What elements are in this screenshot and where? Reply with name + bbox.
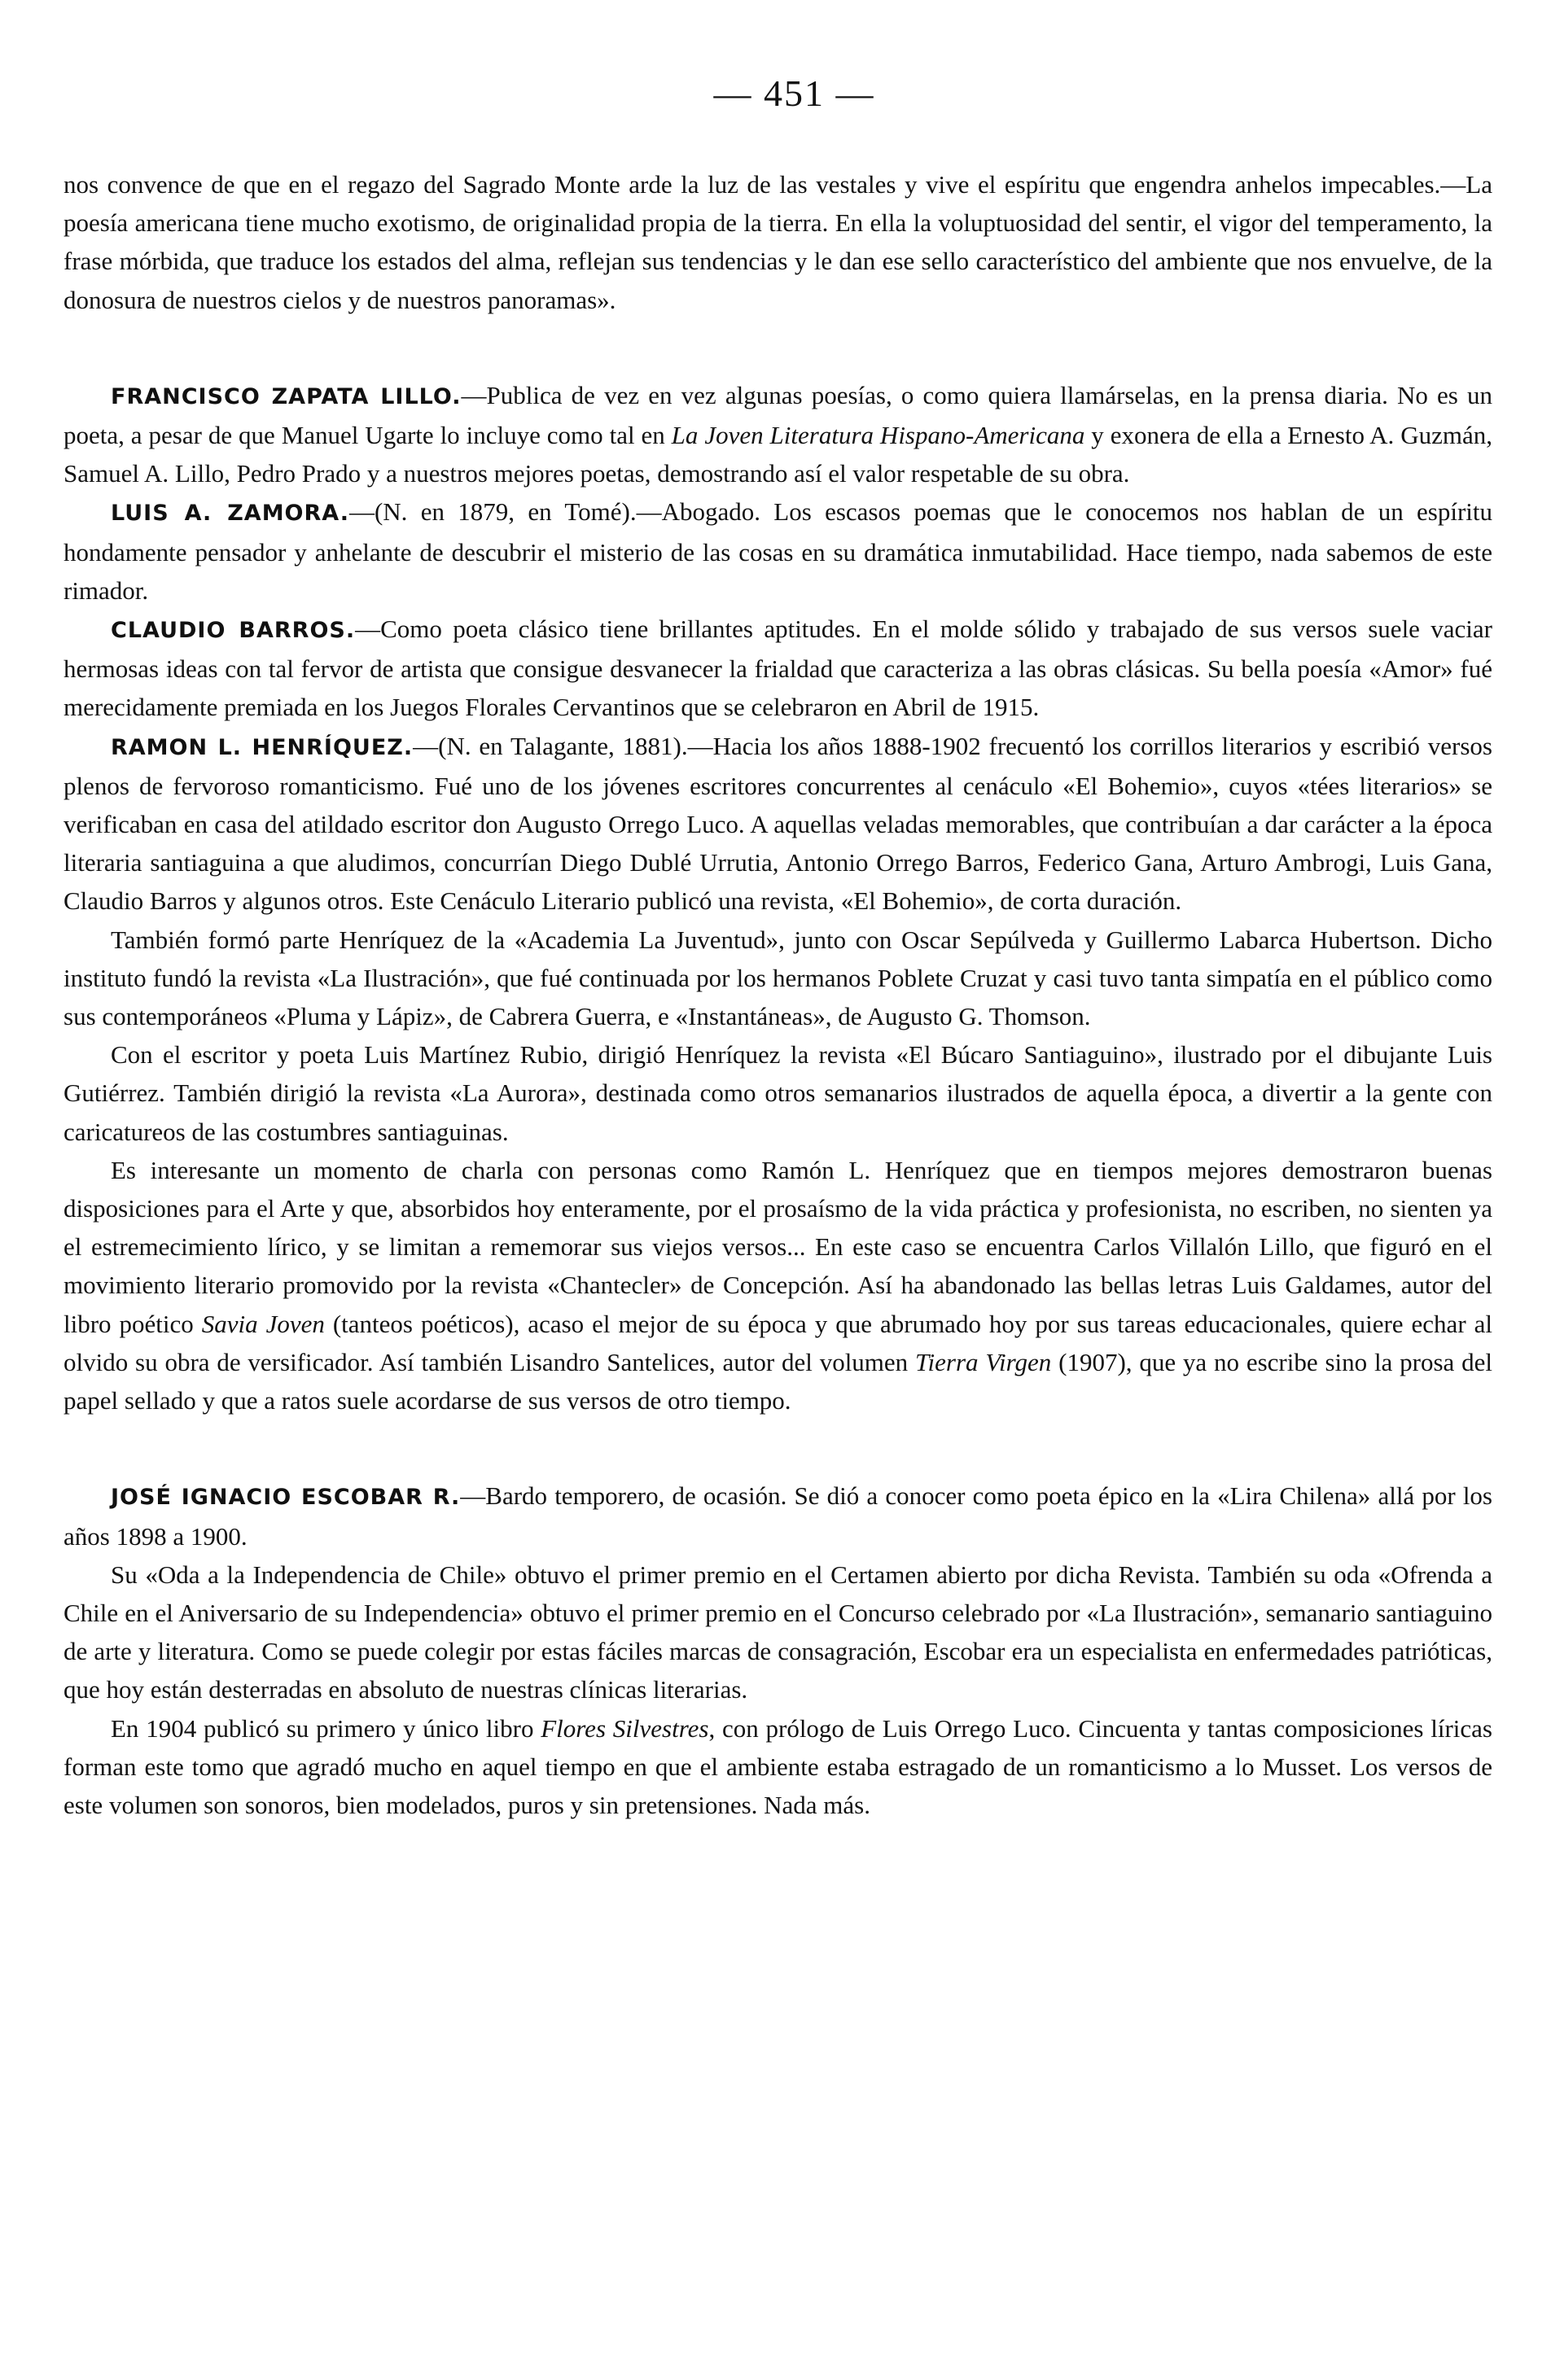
entry-text: (1907), que ya no escribe sino la prosa del papel sellado y que a ratos suele acordarse de sus versos de otro tiempo. — [64, 1347, 1492, 1415]
entry-zamora — [64, 492, 1492, 610]
entry-text: —(N. en 1879, en Tomé).—Abogado. Los escasos poemas que le conocemos nos hablan de un espíritu hondamente pensador y anhelante de descubrir el misterio de las cosas en su dramática inmutabilidad. Hace tiempo, nada sabemos de este rimador. — [64, 497, 1492, 605]
entry-escobar-paragraph-3 — [64, 1709, 1492, 1825]
entry-text: Es interesante un momento de charla con personas como Ramón L. Henríquez que en tiempos mejores demostraron buenas disposiciones para el Arte y que, absorbidos hoy enteramente, por el prosaísmo de la vida práctica y profesionista, no escriben, no sienten ya el estremecimiento lírico, y se limitan a rememorar sus viejos versos... En este caso se encuentra Carlos Villalón Lillo, que figuró en el movimiento literario promovido por la revista «Chantecler» de Concepción. Así ha abandonado las bellas letras Luis Galdames, autor del libro poético — [64, 1155, 1492, 1338]
book-title: La Joven Literatura Hispano-Americana — [671, 421, 1085, 450]
entry-text: —Como poeta clásico tiene brillantes aptitudes. En el molde sólido y trabajado de sus versos suele vaciar hermosas ideas con tal fervor de artista que consigue desvanecer la frialdad que caracteriza a las obras clásicas. Su bella poesía «Amor» fué merecidamente premiada en los Juegos Florales Cervantinos que se celebraron en Abril de 1915. — [64, 615, 1492, 722]
entry-text: —Bardo temporero, de ocasión. Se dió a conocer como poeta épico en la «Lira Chilena» allá por los años 1898 a 1900. — [64, 1481, 1492, 1551]
intro-paragraph: nos convence de que en el regazo del Sagrado Monte arde la luz de las vestales y vive el espíritu que engendra anhelos impecables.—La poesía americana tiene mucho exotismo, de originalidad propia de la tierra. En ella la voluptuosidad del sentir, el vigor del temperamento, la frase mórbida, que traduce los estados del alma, reflejan sus tendencias y le dan ese sello característico del ambiente que nos envuelve, de la donosura de nuestros cielos y de nuestros panoramas». — [64, 170, 1492, 314]
entry-henriquez-paragraph-2: También formó parte Henríquez de la «Academia La Juventud», junto con Oscar Sepúlveda y Guillermo Labarca Hubertson. Dicho instituto fundó la revista «La Ilustración», que fué continuada por los hermanos Poblete Cruzat y casi tuvo tanta simpatía en el público como sus contemporáneos «Pluma y Lápiz», de Cabrera Guerra, e «Instantáneas», de Augusto G. Thomson. — [64, 925, 1492, 1031]
page-number: — 451 — — [713, 72, 875, 114]
entry-name: JOSÉ IGNACIO ESCOBAR R. — [111, 1485, 461, 1511]
entry-text: —(N. en Talagante, 1881).—Hacia los años 1888-1902 frecuentó los corrillos literarios y escribió versos plenos de fervoroso romanticismo. Fué uno de los jóvenes escritores concurrentes al cenáculo «El Bohemio», cuyos «tées literarios» se verificaban en casa del atildado escritor don Augusto Orrego Luco. A aquellas veladas memorables, que contribuían a dar carácter a la época literaria santiaguina a que aludimos, concurrían Diego Dublé Urrutia, Antonio Orrego Barros, Federico Gana, Arturo Ambrogi, Luis Gana, Claudio Barros y algunos otros. Este Cenáculo Literario publicó una revista, «El Bohemio», de corta duración. — [64, 731, 1492, 916]
entry-text: —Publica de vez en vez algunas poesías, o como quiera llamárselas, en la prensa diaria. No es un poeta, a pesar de que Manuel Ugarte lo incluye como tal en — [64, 380, 1492, 450]
book-title: Flores Silvestres — [541, 1713, 709, 1743]
entry-barros — [64, 610, 1492, 727]
entry-escobar-paragraph-2: Su «Oda a la Independencia de Chile» obtuvo el primer premio en el Certamen abierto por dicha Revista. También su oda «Ofrenda a Chile en el Aniversario de su Independencia» obtuvo el primer premio en el Concurso celebrado por «La Ilustración», semanario santiaguino de arte y literatura. Como se puede colegir por estas fáciles marcas de consagración, Escobar era un especialista en enfermedades patrióticas, que hoy están desterradas en absoluto de nuestras clínicas literarias. — [64, 1560, 1492, 1704]
entry-text: , con prólogo de Luis Orrego Luco. Cincuenta y tantas composiciones líricas forman este tomo que agradó mucho en aquel tiempo en que el ambiente estaba estragado de un romanticismo a lo Musset. Los versos de este volumen son sonoros, bien modelados, puros y sin pretensiones. Nada más. — [64, 1713, 1492, 1819]
entry-henriquez-paragraph-4 — [64, 1151, 1492, 1420]
entry-text: y exonera de ella a Ernesto A. Guzmán, Samuel A. Lillo, Pedro Prado y a nuestros mejores poetas, demostrando así el valor respetable de su obra. — [64, 421, 1492, 488]
book-title: Savia Joven — [201, 1309, 325, 1338]
entry-text: (tanteos poéticos), acaso el mejor de su época y que abrumado hoy por sus tareas educacionales, quiere echar al olvido su obra de versificador. Así también Lisandro Santelices, autor del volumen — [64, 1309, 1492, 1376]
entry-name: RAMON L. HENRÍQUEZ. — [111, 734, 414, 760]
entry-henriquez-paragraph-3: Con el escritor y poeta Luis Martínez Rubio, dirigió Henríquez la revista «El Búcaro Santiaguino», ilustrado por el dibujante Luis Gutiérrez. También dirigió la revista «La Aurora», destinada como otros semanarios ilustrados de aquella época, a divertir a la gente con caricatureos de las costumbres santiaguinas. — [64, 1040, 1492, 1146]
book-title: Tierra Virgen — [915, 1347, 1052, 1376]
entry-name: FRANCISCO ZAPATA LILLO. — [111, 383, 462, 409]
entry-text: En 1904 publicó su primero y único libro — [111, 1713, 541, 1743]
entry-name: LUIS A. ZAMORA. — [111, 501, 349, 527]
entry-escobar — [64, 1477, 1492, 1555]
entry-zapata-lillo — [64, 376, 1492, 493]
entry-henriquez — [64, 727, 1492, 921]
entry-name: CLAUDIO BARROS. — [111, 618, 356, 644]
